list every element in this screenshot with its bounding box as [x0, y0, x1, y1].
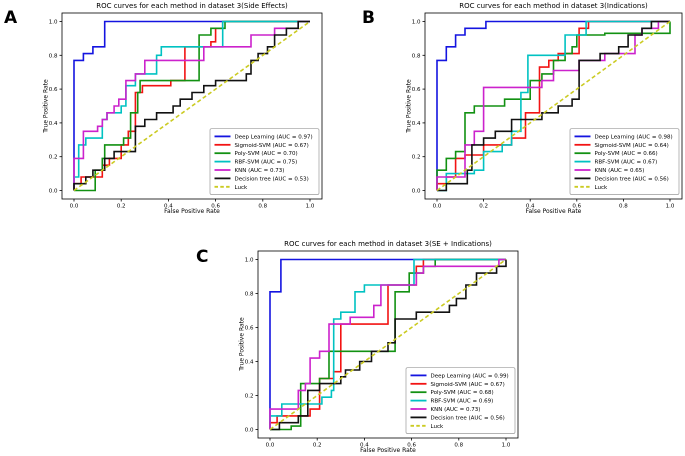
legend-label-p2: Poly-SVM (AUC = 0.68) [430, 390, 494, 397]
y-tick-label-p0: 1.0 [48, 19, 58, 26]
panel-a-xlabel: False Positive Rate [164, 208, 220, 215]
legend-label-p2: Sigmoid-SVM (AUC = 0.67) [430, 381, 505, 388]
x-tick-label-p1: 0.8 [619, 203, 628, 210]
y-tick-label-p0: 0.6 [48, 87, 58, 94]
x-tick-label-p2: 0.8 [454, 442, 464, 449]
y-tick-label-p0: 0.4 [48, 120, 58, 127]
legend-label-p0: Sigmoid-SVM (AUC = 0.67) [234, 142, 309, 149]
y-tick-label-p2: 0.0 [244, 427, 254, 434]
x-tick-label-p1: 0.4 [525, 203, 535, 210]
legend-label-p0: Luck [234, 184, 248, 191]
y-tick-label-p2: 1.0 [244, 257, 254, 264]
x-tick-label-p2: 0.0 [265, 442, 275, 449]
legend-label-p1: RBF-SVM (AUC = 0.67) [594, 159, 658, 166]
y-tick-label-p1: 1.0 [411, 19, 421, 26]
y-tick-label-p1: 0.6 [411, 87, 421, 94]
panel-b-ylabel: True Positive Rate [405, 79, 413, 133]
legend-label-p0: RBF-SVM (AUC = 0.75) [234, 159, 298, 166]
legend-label-p2: KNN (AUC = 0.73) [430, 407, 481, 413]
y-tick-label-p0: 0.0 [48, 188, 58, 195]
x-tick-label-p0: 1.0 [305, 203, 315, 210]
y-tick-label-p1: 0.2 [411, 154, 421, 161]
legend-label-p0: KNN (AUC = 0.73) [234, 168, 285, 174]
panel-a-ylabel: True Positive Rate [42, 79, 50, 133]
y-tick-label-p1: 0.8 [411, 53, 421, 60]
x-tick-label-p0: 0.2 [116, 203, 126, 210]
x-tick-label-p0: 0.6 [211, 203, 220, 210]
x-tick-label-p2: 0.2 [312, 442, 322, 449]
x-tick-label-p1: 0.0 [432, 203, 442, 210]
x-tick-label-p0: 0.0 [69, 203, 79, 210]
x-tick-label-p2: 0.6 [407, 442, 416, 449]
x-tick-label-p2: 1.0 [501, 442, 511, 449]
panel-a-title: ROC curves for each method in dataset 3(Side Effects) [96, 2, 288, 10]
legend-label-p1: Deep Learning (AUC = 0.98) [594, 134, 673, 141]
legend-label-p1: Sigmoid-SVM (AUC = 0.64) [594, 142, 669, 149]
panel-c-ylabel: True Positive Rate [238, 317, 246, 371]
y-tick-label-p2: 0.6 [244, 325, 254, 332]
legend-label-p1: KNN (AUC = 0.65) [594, 168, 645, 174]
y-tick-label-p2: 0.2 [244, 393, 254, 400]
x-tick-label-p0: 0.4 [164, 203, 173, 210]
legend-label-p1: Luck [594, 184, 608, 191]
x-tick-label-p0: 0.8 [258, 203, 268, 210]
panel-letter-c: C [196, 247, 209, 267]
panel-b-title: ROC curves for each method in dataset 3(Indications) [459, 2, 648, 10]
legend-label-p2: Deep Learning (AUC = 0.99) [430, 373, 509, 380]
y-tick-label-p2: 0.4 [244, 359, 254, 366]
legend-label-p0: Decision tree (AUC = 0.53) [234, 176, 309, 183]
y-tick-label-p1: 0.4 [411, 120, 421, 127]
x-tick-label-p2: 0.4 [360, 442, 369, 449]
x-tick-label-p1: 1.0 [665, 203, 675, 210]
legend-label-p2: Luck [430, 423, 444, 430]
panel-letter-b: B [362, 8, 375, 28]
y-tick-label-p2: 0.8 [244, 291, 254, 298]
y-tick-label-p0: 0.8 [48, 53, 58, 60]
x-tick-label-p1: 0.6 [572, 203, 582, 210]
y-tick-label-p0: 0.2 [48, 154, 58, 161]
panel-c-xlabel: False Positive Rate [360, 447, 416, 454]
panel-c-title: ROC curves for each method in dataset 3(SE + Indications) [284, 240, 492, 248]
x-tick-label-p1: 0.2 [479, 203, 488, 210]
legend-label-p2: Decision tree (AUC = 0.56) [430, 415, 505, 422]
legend-label-p1: Poly-SVM (AUC = 0.66) [594, 151, 658, 158]
legend-label-p1: Decision tree (AUC = 0.56) [594, 176, 669, 183]
panel-letter-a: A [4, 8, 18, 28]
legend-label-p0: Deep Learning (AUC = 0.97) [234, 134, 313, 141]
y-tick-label-p1: 0.0 [411, 188, 421, 195]
legend-label-p0: Poly-SVM (AUC = 0.70) [234, 151, 298, 158]
panel-b-xlabel: False Positive Rate [525, 208, 582, 215]
legend-label-p2: RBF-SVM (AUC = 0.69) [430, 398, 494, 405]
